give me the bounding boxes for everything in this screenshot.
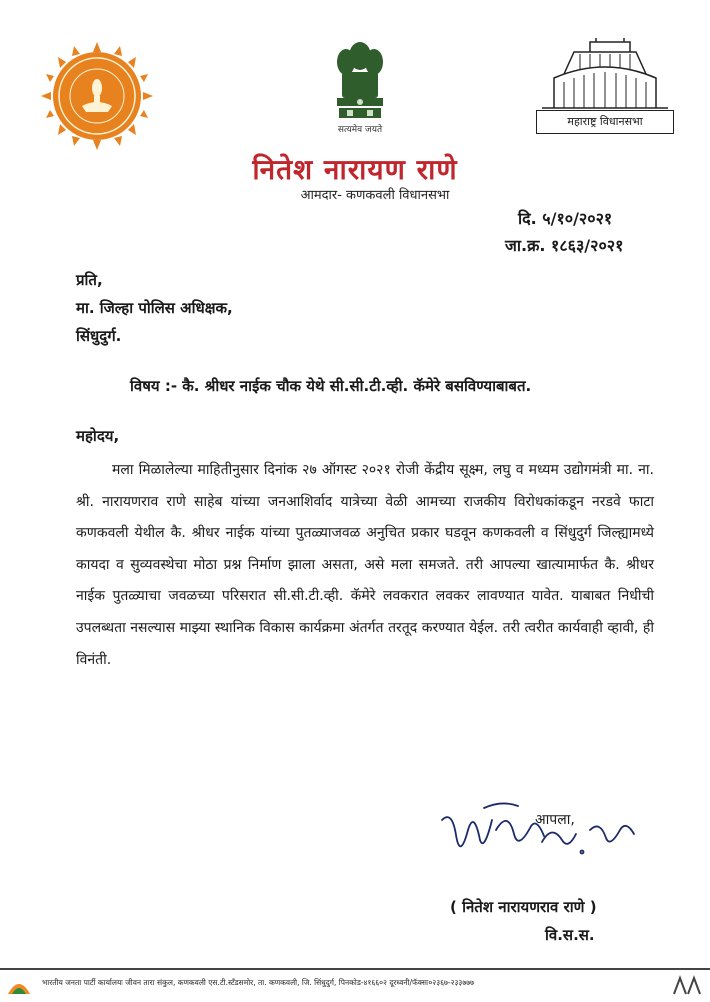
recipient-to: प्रति, — [76, 271, 103, 289]
emblem-motto: सत्यमेव जयते — [337, 125, 383, 135]
letterhead-designation: आमदार- कणकवली विधानसभा — [300, 188, 450, 203]
vidhan-bhavan-emblem — [534, 38, 676, 134]
signer-name: ( नितेश नारायणराव राणे ) — [450, 898, 597, 916]
building-icon — [534, 38, 676, 116]
vidhan-sabha-label: महाराष्ट्र विधानसभा — [536, 110, 674, 134]
salutation: महोदय, — [76, 427, 120, 445]
signer-post: वि.स.स. — [545, 926, 595, 944]
reference-number: जा.क्र. १८६३/२०२१ — [505, 236, 624, 255]
ashoka-lion-icon — [325, 36, 395, 120]
letter-body: मला मिळालेल्या माहितीनुसार दिनांक २७ ऑगस्ट २०२१ रोजी केंद्रीय सूक्ष्म, लघु व मध्यम उद्योगमंत्री मा. ना. श्री. नारायणराव राणे साहेब यांच्या जनआशिर्वाद यात्रेच्या वेळी आमच्या राजकीय विरोधकांकडून नरडवे फाटा कणकवली येथील कै. श्रीधर नाईक यांच्या पुतळ्याजवळ अनुचित प्रकार घडवून कणकवली व सिंधुदुर्ग जिल्ह्यामध्ये कायदा व सुव्यवस्थेचा मोठा प्रश्न निर्माण झाला असता, असे मला समजते. तरी आपल्या खात्यामार्फत कै. श्रीधर नाईक पुतळ्याचा जवळच्या परिसरात सी.सी.टी.व्ही. कॅमेरे लवकरात लवकर लावण्यात यावेत. याबाबत निधीची उपलब्धता नसल्यास माझ्या स्थानिक विकास कार्यक्रमा अंतर्गत तरतूद करण्यात येईल. तरी त्वरीत कार्यवाही व्हावी, ही विनंती. — [76, 462, 654, 668]
party-logo-icon — [4, 972, 34, 998]
state-seal-icon — [38, 40, 156, 152]
footer-address: भारतीय जनता पार्टी कार्यालयः जीवन तारा संकुल, कणकवली एस.टी.स्टँडसमोर, ता. कणकवली, जि. सिंधुदुर्ग, पिनकोड-४१६६०२ दूरध्वनी/फॅक्सः०२३६७-२३३७७७ — [42, 978, 475, 987]
national-emblem — [325, 36, 395, 136]
recipient-place: सिंधुदुर्ग. — [76, 327, 122, 345]
closing: आपला, — [535, 812, 575, 828]
signature-icon — [422, 790, 662, 870]
letter-subject: विषय :- कै. श्रीधर नाईक चौक येथे सी.सी.टी.व्ही. कॅमेरे बसविण्याबाबत. — [130, 377, 532, 395]
letterhead-name: नितेश नारायण राणे — [252, 153, 458, 186]
footer-decoration-icon — [670, 974, 706, 996]
recipient-title: मा. जिल्हा पोलिस अधिक्षक, — [76, 299, 233, 317]
letter-date: दि. ५/१०/२०२१ — [518, 209, 613, 228]
